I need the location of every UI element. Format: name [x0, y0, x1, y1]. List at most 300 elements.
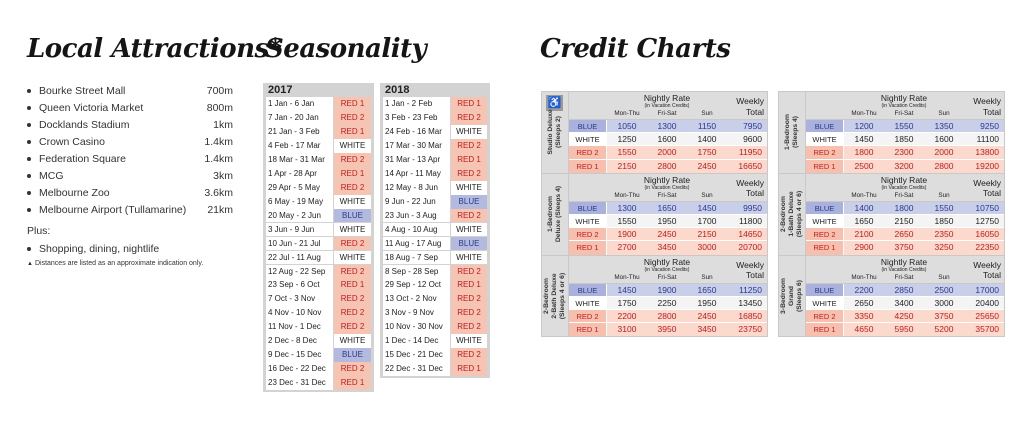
season-dates: 21 Jan - 3 Feb: [266, 125, 333, 139]
bullet-icon: [27, 123, 31, 127]
unit-side-label: [542, 174, 569, 255]
season-row: [383, 265, 487, 279]
day-headers: [844, 109, 964, 119]
rate-row: [806, 228, 1004, 241]
nightly-credit-value: 2150: [617, 160, 637, 171]
season-label: BLUE: [806, 120, 844, 132]
day-header: Sun: [701, 191, 713, 199]
day-header: Sun: [701, 110, 713, 117]
nightly-credit-value: 1550: [934, 202, 954, 213]
nightly-credit-value: 2300: [894, 147, 914, 158]
nightly-credit-value: 1750: [617, 297, 637, 308]
unit-block: [542, 256, 767, 337]
weekly-total-value: 12750: [975, 215, 999, 226]
season-label: BLUE: [569, 120, 607, 132]
season-row: [266, 153, 371, 167]
season-badge: RED 1: [451, 362, 487, 376]
rate-grid: [569, 174, 767, 255]
nightly-credit-value: 1950: [657, 215, 677, 226]
day-header: Fri-Sat: [657, 110, 677, 117]
nightly-credit-value: 1450: [854, 134, 874, 145]
rate-row: [569, 284, 767, 297]
nightly-rate-title: Nightly Rate: [880, 256, 928, 267]
nightly-rate-title: Nightly Rate: [880, 93, 928, 103]
season-badge: BLUE: [451, 237, 487, 251]
nightly-credit-value: 2100: [854, 229, 874, 240]
nightly-credit-value: 2000: [657, 147, 677, 158]
season-label: WHITE: [569, 215, 607, 227]
season-row: [383, 181, 487, 195]
season-dates: 8 Sep - 28 Sep: [383, 265, 450, 279]
weekly-total-value: 20400: [975, 297, 999, 308]
nightly-credit-value: 3950: [657, 324, 677, 335]
season-dates: 23 Sep - 6 Oct: [266, 278, 333, 292]
rate-row: [569, 215, 767, 228]
total-label: Total: [983, 188, 1001, 199]
day-header: Mon-Thu: [614, 110, 640, 117]
season-row: [383, 362, 487, 376]
season-dates: 29 Sep - 12 Oct: [383, 278, 450, 292]
season-badge: WHITE: [451, 223, 487, 237]
weekly-total-value: 9250: [980, 121, 999, 131]
season-label: RED 1: [569, 241, 607, 254]
season-dates: 1 Apr - 28 Apr: [266, 167, 333, 181]
nightly-credit-value: 1300: [657, 121, 677, 131]
weekly-total-value: 23750: [738, 324, 762, 335]
season-badge: RED 2: [451, 292, 487, 306]
rate-row: [569, 310, 767, 323]
day-header: Mon-Thu: [614, 273, 640, 281]
unit-type-label: 2-Bedroom 2-Bath Deluxe (Sleeps 4 or 6): [543, 272, 566, 320]
season-row: [266, 195, 371, 209]
wheelchair-icon: ♿: [547, 97, 562, 109]
nightly-credit-value: 2500: [854, 160, 874, 171]
attraction-name: Docklands Stadium: [39, 118, 130, 131]
season-column-2018: [380, 83, 490, 378]
weekly-total-value: 16650: [738, 160, 762, 171]
season-badge: WHITE: [334, 139, 371, 153]
nightly-credit-value: 1800: [854, 147, 874, 158]
attraction-distance: 1.4km: [204, 135, 233, 148]
attraction-name: Queen Victoria Market: [39, 101, 144, 114]
rate-grid: [806, 174, 1004, 255]
nightly-credit-value: 2450: [697, 160, 717, 171]
attraction-left: [27, 153, 126, 165]
nightly-credit-value: 2000: [934, 147, 954, 158]
season-dates: 20 May - 2 Jun: [266, 209, 333, 223]
nightly-credit-value: 4250: [894, 310, 914, 321]
nightly-credit-value: 1300: [617, 202, 637, 213]
day-header: Mon-Thu: [851, 110, 877, 117]
weekly-total-value: 11250: [738, 284, 762, 295]
nightly-credit-value: 2450: [697, 310, 717, 321]
season-label: RED 2: [569, 146, 607, 158]
day-header: Fri-Sat: [894, 273, 914, 281]
weekly-total-value: 13800: [975, 147, 999, 158]
bullet-icon: [27, 89, 31, 93]
season-dates: 10 Nov - 30 Nov: [383, 320, 450, 334]
season-row: [383, 223, 487, 237]
season-row: [383, 306, 487, 320]
total-label: Total: [983, 270, 1001, 280]
season-row: [266, 125, 371, 139]
season-row: [383, 195, 487, 209]
season-label: BLUE: [569, 284, 607, 296]
rate-row: [806, 310, 1004, 323]
nightly-credit-value: 2450: [657, 229, 677, 240]
season-dates: 13 Oct - 2 Nov: [383, 292, 450, 306]
nightly-credit-value: 2500: [934, 284, 954, 295]
season-row: [383, 167, 487, 181]
nightly-rate-header: [844, 174, 964, 201]
season-dates: 22 Dec - 31 Dec: [383, 362, 450, 376]
weekly-total-value: 17000: [975, 284, 999, 295]
season-badge: RED 2: [451, 139, 487, 153]
header-blank: [806, 92, 844, 119]
season-badge: WHITE: [334, 223, 371, 237]
nightly-credit-value: 3000: [697, 242, 717, 253]
day-header: Sun: [938, 273, 950, 281]
bullet-icon: [27, 247, 31, 251]
plus-item-left: [27, 243, 159, 255]
season-row: [383, 237, 487, 251]
season-dates: 12 May - 8 Jun: [383, 181, 450, 195]
season-label: WHITE: [569, 133, 607, 145]
season-dates: 4 Nov - 10 Nov: [266, 306, 333, 320]
nightly-rate-title: Nightly Rate: [880, 174, 928, 185]
season-dates: 3 Nov - 9 Nov: [383, 306, 450, 320]
rate-header: [569, 256, 767, 284]
nightly-rate-header: [607, 174, 727, 201]
weekly-total-header: [964, 256, 1004, 283]
plus-label: Plus:: [27, 225, 51, 237]
rate-row: [806, 133, 1004, 146]
nightly-credit-value: 1600: [657, 134, 677, 145]
weekly-label: Weekly: [973, 96, 1001, 106]
unit-side-label: [779, 92, 806, 173]
season-dates: 11 Nov - 1 Dec: [266, 320, 333, 334]
nightly-credit-value: 3400: [894, 297, 914, 308]
season-dates: 18 Aug - 7 Sep: [383, 251, 450, 265]
season-dates: 4 Aug - 10 Aug: [383, 223, 450, 237]
season-dates: 31 Mar - 13 Apr: [383, 153, 450, 167]
weekly-total-value: 35700: [975, 324, 999, 335]
season-badge: WHITE: [451, 181, 487, 195]
plus-item-text: Shopping, dining, nightlife: [39, 242, 160, 255]
season-dates: 18 Mar - 31 Mar: [266, 153, 333, 167]
nightly-rate-header: [844, 92, 964, 119]
attraction-item: [27, 201, 233, 218]
season-badge: RED 1: [334, 167, 371, 181]
unit-type-label: 3-Bedroom Grand (Sleeps 6): [780, 277, 803, 314]
season-badge: RED 2: [451, 111, 487, 125]
season-label: RED 1: [806, 160, 844, 173]
credit-panel-right: [778, 91, 1005, 337]
season-dates: 1 Dec - 14 Dec: [383, 334, 450, 348]
season-row: [266, 111, 371, 125]
nightly-credit-value: 2200: [854, 284, 874, 295]
season-badge: WHITE: [451, 334, 487, 348]
season-label: BLUE: [569, 202, 607, 214]
weekly-total-value: 7950: [743, 121, 762, 131]
nightly-credit-value: 5200: [934, 324, 954, 335]
season-badge: RED 2: [334, 320, 371, 334]
season-label: RED 2: [806, 146, 844, 158]
weekly-total-value: 11800: [738, 215, 762, 226]
season-badge: RED 2: [334, 265, 371, 279]
season-label: BLUE: [806, 284, 844, 296]
attraction-left: [27, 187, 110, 199]
rate-row: [569, 120, 767, 133]
nightly-credit-value: 2800: [657, 310, 677, 321]
nightly-rate-title: Nightly Rate: [643, 93, 691, 103]
season-column-2017: [263, 83, 374, 392]
season-dates: 4 Feb - 17 Mar: [266, 139, 333, 153]
bullet-icon: [27, 174, 31, 178]
season-dates: 16 Dec - 22 Dec: [266, 362, 333, 376]
attraction-item: [27, 167, 233, 184]
total-label: Total: [746, 270, 764, 280]
rate-row: [806, 323, 1004, 336]
season-dates: 17 Mar - 30 Mar: [383, 139, 450, 153]
unit-block: [542, 174, 767, 256]
nightly-credit-value: 1400: [854, 202, 874, 213]
credit-charts-title: Credit Charts: [540, 34, 731, 64]
nightly-credit-value: 1900: [617, 229, 637, 240]
day-header: Fri-Sat: [657, 191, 677, 199]
season-dates: 11 Aug - 17 Aug: [383, 237, 450, 251]
season-row: [266, 376, 371, 390]
season-label: BLUE: [806, 202, 844, 214]
season-badge: BLUE: [451, 195, 487, 209]
rate-row: [806, 241, 1004, 254]
attraction-distance: 700m: [206, 84, 233, 97]
unit-type-label: 1-Bedroom (Sleeps 4): [784, 114, 799, 151]
season-label: RED 1: [569, 323, 607, 336]
season-row: [266, 320, 371, 334]
unit-block: [779, 256, 1004, 337]
season-dates: 29 Apr - 5 May: [266, 181, 333, 195]
total-label: Total: [746, 106, 764, 117]
weekly-label: Weekly: [973, 259, 1001, 270]
attraction-left: [27, 85, 125, 97]
day-headers: [607, 273, 727, 283]
day-headers: [607, 109, 727, 119]
weekly-total-header: [964, 92, 1004, 119]
bullet-icon: [27, 157, 31, 161]
seasonality-title: Seasonality: [265, 34, 427, 64]
day-header: Mon-Thu: [851, 273, 877, 281]
weekly-total-value: 9600: [743, 134, 762, 145]
season-row: [266, 97, 371, 111]
nightly-rate-header: [607, 92, 727, 119]
season-label: RED 2: [806, 310, 844, 322]
season-row: [383, 334, 487, 348]
season-badge: RED 2: [334, 237, 371, 251]
nightly-credit-value: 1450: [697, 202, 717, 213]
weekly-total-header: [727, 92, 767, 119]
season-badge: RED 1: [451, 153, 487, 167]
unit-type-label: Studio Deluxe (Sleeps 2): [547, 109, 562, 156]
rate-row: [569, 160, 767, 173]
unit-block: [779, 92, 1004, 174]
day-headers: [844, 273, 964, 283]
season-badge: RED 1: [334, 97, 371, 111]
day-header: Fri-Sat: [894, 110, 914, 117]
weekly-total-value: 14650: [738, 229, 762, 240]
nightly-credit-value: 2850: [894, 284, 914, 295]
season-badge: WHITE: [334, 251, 371, 265]
rate-grid: [569, 92, 767, 173]
nightly-credit-value: 3250: [934, 242, 954, 253]
nightly-credit-value: 1150: [697, 121, 717, 131]
season-year-heading: 2018: [385, 84, 410, 96]
attraction-distance: 3km: [213, 169, 233, 182]
season-dates: 22 Jul - 11 Aug: [266, 251, 333, 265]
nightly-rate-subtitle: (in Vacation Credits): [644, 266, 690, 273]
season-dates: 7 Jan - 20 Jan: [266, 111, 333, 125]
season-badge: RED 2: [451, 167, 487, 181]
season-row: [266, 278, 371, 292]
nightly-rate-subtitle: (in Vacation Credits): [644, 103, 690, 109]
nightly-credit-value: 1650: [657, 202, 677, 213]
day-header: Fri-Sat: [894, 191, 914, 199]
attraction-item: [27, 116, 233, 133]
unit-type-label: 2-Bedroom 1-Bath Deluxe (Sleeps 4 or 6): [780, 190, 803, 238]
season-row: [383, 125, 487, 139]
season-badge: RED 2: [451, 265, 487, 279]
attraction-left: [27, 170, 64, 182]
attraction-name: Bourke Street Mall: [39, 84, 126, 97]
nightly-credit-value: 1550: [894, 121, 914, 131]
triangle-icon: ▲: [27, 261, 33, 267]
weekly-total-value: 22350: [975, 242, 999, 253]
season-row: [266, 251, 371, 265]
weekly-total-value: 25650: [975, 310, 999, 321]
rate-row: [569, 297, 767, 310]
nightly-credit-value: 2200: [617, 310, 637, 321]
nightly-credit-value: 3350: [854, 310, 874, 321]
season-dates: 23 Jun - 3 Aug: [383, 209, 450, 223]
weekly-total-value: 9950: [743, 202, 762, 213]
attractions-list: [27, 82, 233, 267]
day-headers: [844, 191, 964, 201]
weekly-total-header: [964, 174, 1004, 201]
season-row: [266, 167, 371, 181]
nightly-credit-value: 1250: [617, 134, 637, 145]
season-row: [266, 306, 371, 320]
header-blank: [806, 256, 844, 283]
season-row: [383, 251, 487, 265]
season-dates: 24 Feb - 16 Mar: [383, 125, 450, 139]
season-badge: RED 2: [334, 306, 371, 320]
weekly-total-value: 10750: [975, 202, 999, 213]
nightly-credit-value: 2150: [894, 215, 914, 226]
season-row: [383, 348, 487, 362]
season-row: [266, 265, 371, 279]
season-dates: 9 Dec - 15 Dec: [266, 348, 333, 362]
season-row: [266, 139, 371, 153]
season-badge: RED 2: [334, 153, 371, 167]
header-blank: [569, 92, 607, 119]
nightly-credit-value: 1400: [697, 134, 717, 145]
nightly-credit-value: 3100: [617, 324, 637, 335]
nightly-credit-value: 2900: [854, 242, 874, 253]
season-badge: RED 1: [334, 376, 371, 390]
rate-header: [569, 174, 767, 202]
unit-side-label: [779, 256, 806, 337]
attraction-distance: 3.6km: [204, 186, 233, 199]
season-badge: RED 2: [451, 306, 487, 320]
weekly-label: Weekly: [736, 177, 764, 188]
attraction-item: [27, 150, 233, 167]
weekly-total-value: 16850: [738, 310, 762, 321]
bullet-icon: [27, 106, 31, 110]
season-dates: 15 Dec - 21 Dec: [383, 348, 450, 362]
nightly-credit-value: 2350: [934, 229, 954, 240]
season-label: WHITE: [806, 215, 844, 227]
attraction-item: [27, 133, 233, 150]
attraction-name: Melbourne Zoo: [39, 186, 110, 199]
nightly-credit-value: 2800: [934, 160, 954, 171]
rate-row: [806, 297, 1004, 310]
day-header: Sun: [701, 273, 713, 281]
rate-row: [569, 146, 767, 159]
attraction-name: Crown Casino: [39, 135, 105, 148]
attraction-name: Federation Square: [39, 152, 126, 165]
total-label: Total: [746, 188, 764, 199]
nightly-credit-value: 2700: [617, 242, 637, 253]
attraction-distance: 1.4km: [204, 152, 233, 165]
day-header: Mon-Thu: [614, 191, 640, 199]
rate-row: [569, 228, 767, 241]
unit-side-label: [542, 92, 569, 173]
season-row: [266, 223, 371, 237]
season-dates: 6 May - 19 May: [266, 195, 333, 209]
season-row: [383, 153, 487, 167]
attraction-left: [27, 136, 105, 148]
nightly-credit-value: 1200: [854, 121, 874, 131]
attraction-distance: 21km: [207, 203, 233, 216]
nightly-rate-subtitle: (in Vacation Credits): [881, 266, 927, 273]
rate-header: [569, 92, 767, 120]
season-badge: RED 2: [334, 362, 371, 376]
season-row: [383, 97, 487, 111]
weekly-total-value: 20700: [738, 242, 762, 253]
attraction-distance: 800m: [206, 101, 233, 114]
season-badge: RED 2: [334, 111, 371, 125]
nightly-credit-value: 3000: [934, 297, 954, 308]
weekly-label: Weekly: [736, 96, 764, 106]
season-badge: BLUE: [334, 348, 371, 362]
season-row: [266, 348, 371, 362]
nightly-credit-value: 3450: [697, 324, 717, 335]
rate-row: [806, 284, 1004, 297]
nightly-credit-value: 2800: [657, 160, 677, 171]
nightly-credit-value: 4650: [854, 324, 874, 335]
attraction-left: [27, 204, 186, 216]
season-row: [383, 278, 487, 292]
attraction-name: Melbourne Airport (Tullamarine): [39, 203, 187, 216]
bullet-icon: [27, 191, 31, 195]
season-label: RED 2: [569, 310, 607, 322]
distance-footnote: [27, 260, 233, 267]
weekly-label: Weekly: [973, 177, 1001, 188]
season-badge: RED 2: [334, 292, 371, 306]
nightly-rate-subtitle: (in Vacation Credits): [881, 184, 927, 191]
weekly-total-header: [727, 256, 767, 283]
nightly-credit-value: 1350: [934, 121, 954, 131]
